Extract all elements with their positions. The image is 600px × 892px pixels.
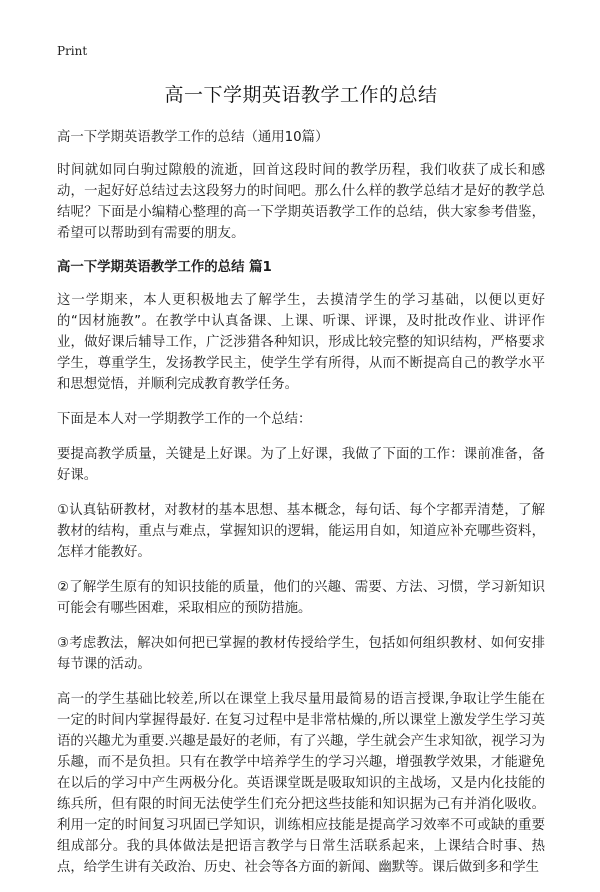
intro-paragraph: 时间就如同白驹过隙般的流逝，回首这段时间的教学历程，我们收获了成长和感动，一起好好总结过去这段努力的时间吧。那么什么样的教学总结才是好的教学总结呢？下面是小编精心整理的高一下学期英语教学工作的总结，供大家参考借鉴，希望可以帮助到有需要的朋友。 xyxy=(57,163,545,241)
body-paragraph: 要提高教学质量，关键是上好课。为了上好课，我做了下面的工作：课前准备，备好课。 xyxy=(57,447,545,483)
document-body xyxy=(57,80,545,892)
body-paragraph: ①认真钻研教材，对教材的基本思想、基本概念，每句话、每个字都弄清楚，了解教材的结构，重点与难点，掌握知识的逻辑，能运用自如，知道应补充哪些资料，怎样才能教好。 xyxy=(57,503,545,560)
body-paragraph: 高一的学生基础比较差,所以在课堂上我尽量用最简易的语言授课,争取让学生能在一定的时间内掌握得最好. 在复习过程中是非常枯燥的,所以课堂上激发学生学习英语的兴趣尤为重要.兴趣是最好的老师，有了兴趣，学生就会产生求知欲，视学习为乐趣，而不是负担。只有在教学中培养学生的学习兴趣，增强教学效果，才能避免在以后的学习中产生两极分化。英语课堂既是吸取知识的主战场，又是内化技能的练兵所，但有限的时间无法使学生们充分把这些技能和知识据为己有并消化吸收。利用一定的时间复习巩固已学知识，训练相应技能是提高学习效率不可或缺的重要组成部分。我的具体做法是把语言教学与日常生活联系起来，上课结合时事、热点，给学生讲有关政治、历史、社会等各方面的新闻、幽默等。课后做到多和学生 xyxy=(57,692,545,875)
section-heading: 高一下学期英语教学工作的总结 篇1 xyxy=(57,260,272,275)
document-title: 高一下学期英语教学工作的总结 xyxy=(164,84,438,106)
body-paragraph: ③考虑教法，解决如何把已掌握的教材传授给学生，包括如何组织教材、如何安排每节课的活动。 xyxy=(57,636,545,672)
body-paragraph: ②了解学生原有的知识技能的质量，他们的兴趣、需要、方法、习惯，学习新知识可能会有哪些困难，采取相应的预防措施。 xyxy=(57,580,545,616)
body-paragraph: 下面是本人对一学期教学工作的一个总结： xyxy=(57,412,312,427)
body-paragraph: 这一学期来，本人更积极地去了解学生，去摸清学生的学习基础，以便以更好的“因材施教”。在教学中认真备课、上课、听课、评课，及时批改作业、讲评作业，做好课后辅导工作，广泛涉猎各种知识，形成比较完整的知识结构，严格要求学生，尊重学生，发扬教学民主，使学生学有所得，从而不断提高自己的教学水平和思想觉悟，并顺利完成教育教学任务。 xyxy=(57,293,545,392)
document-subtitle: 高一下学期英语教学工作的总结（通用10篇） xyxy=(57,130,329,145)
print-link[interactable]: Print xyxy=(57,44,88,58)
